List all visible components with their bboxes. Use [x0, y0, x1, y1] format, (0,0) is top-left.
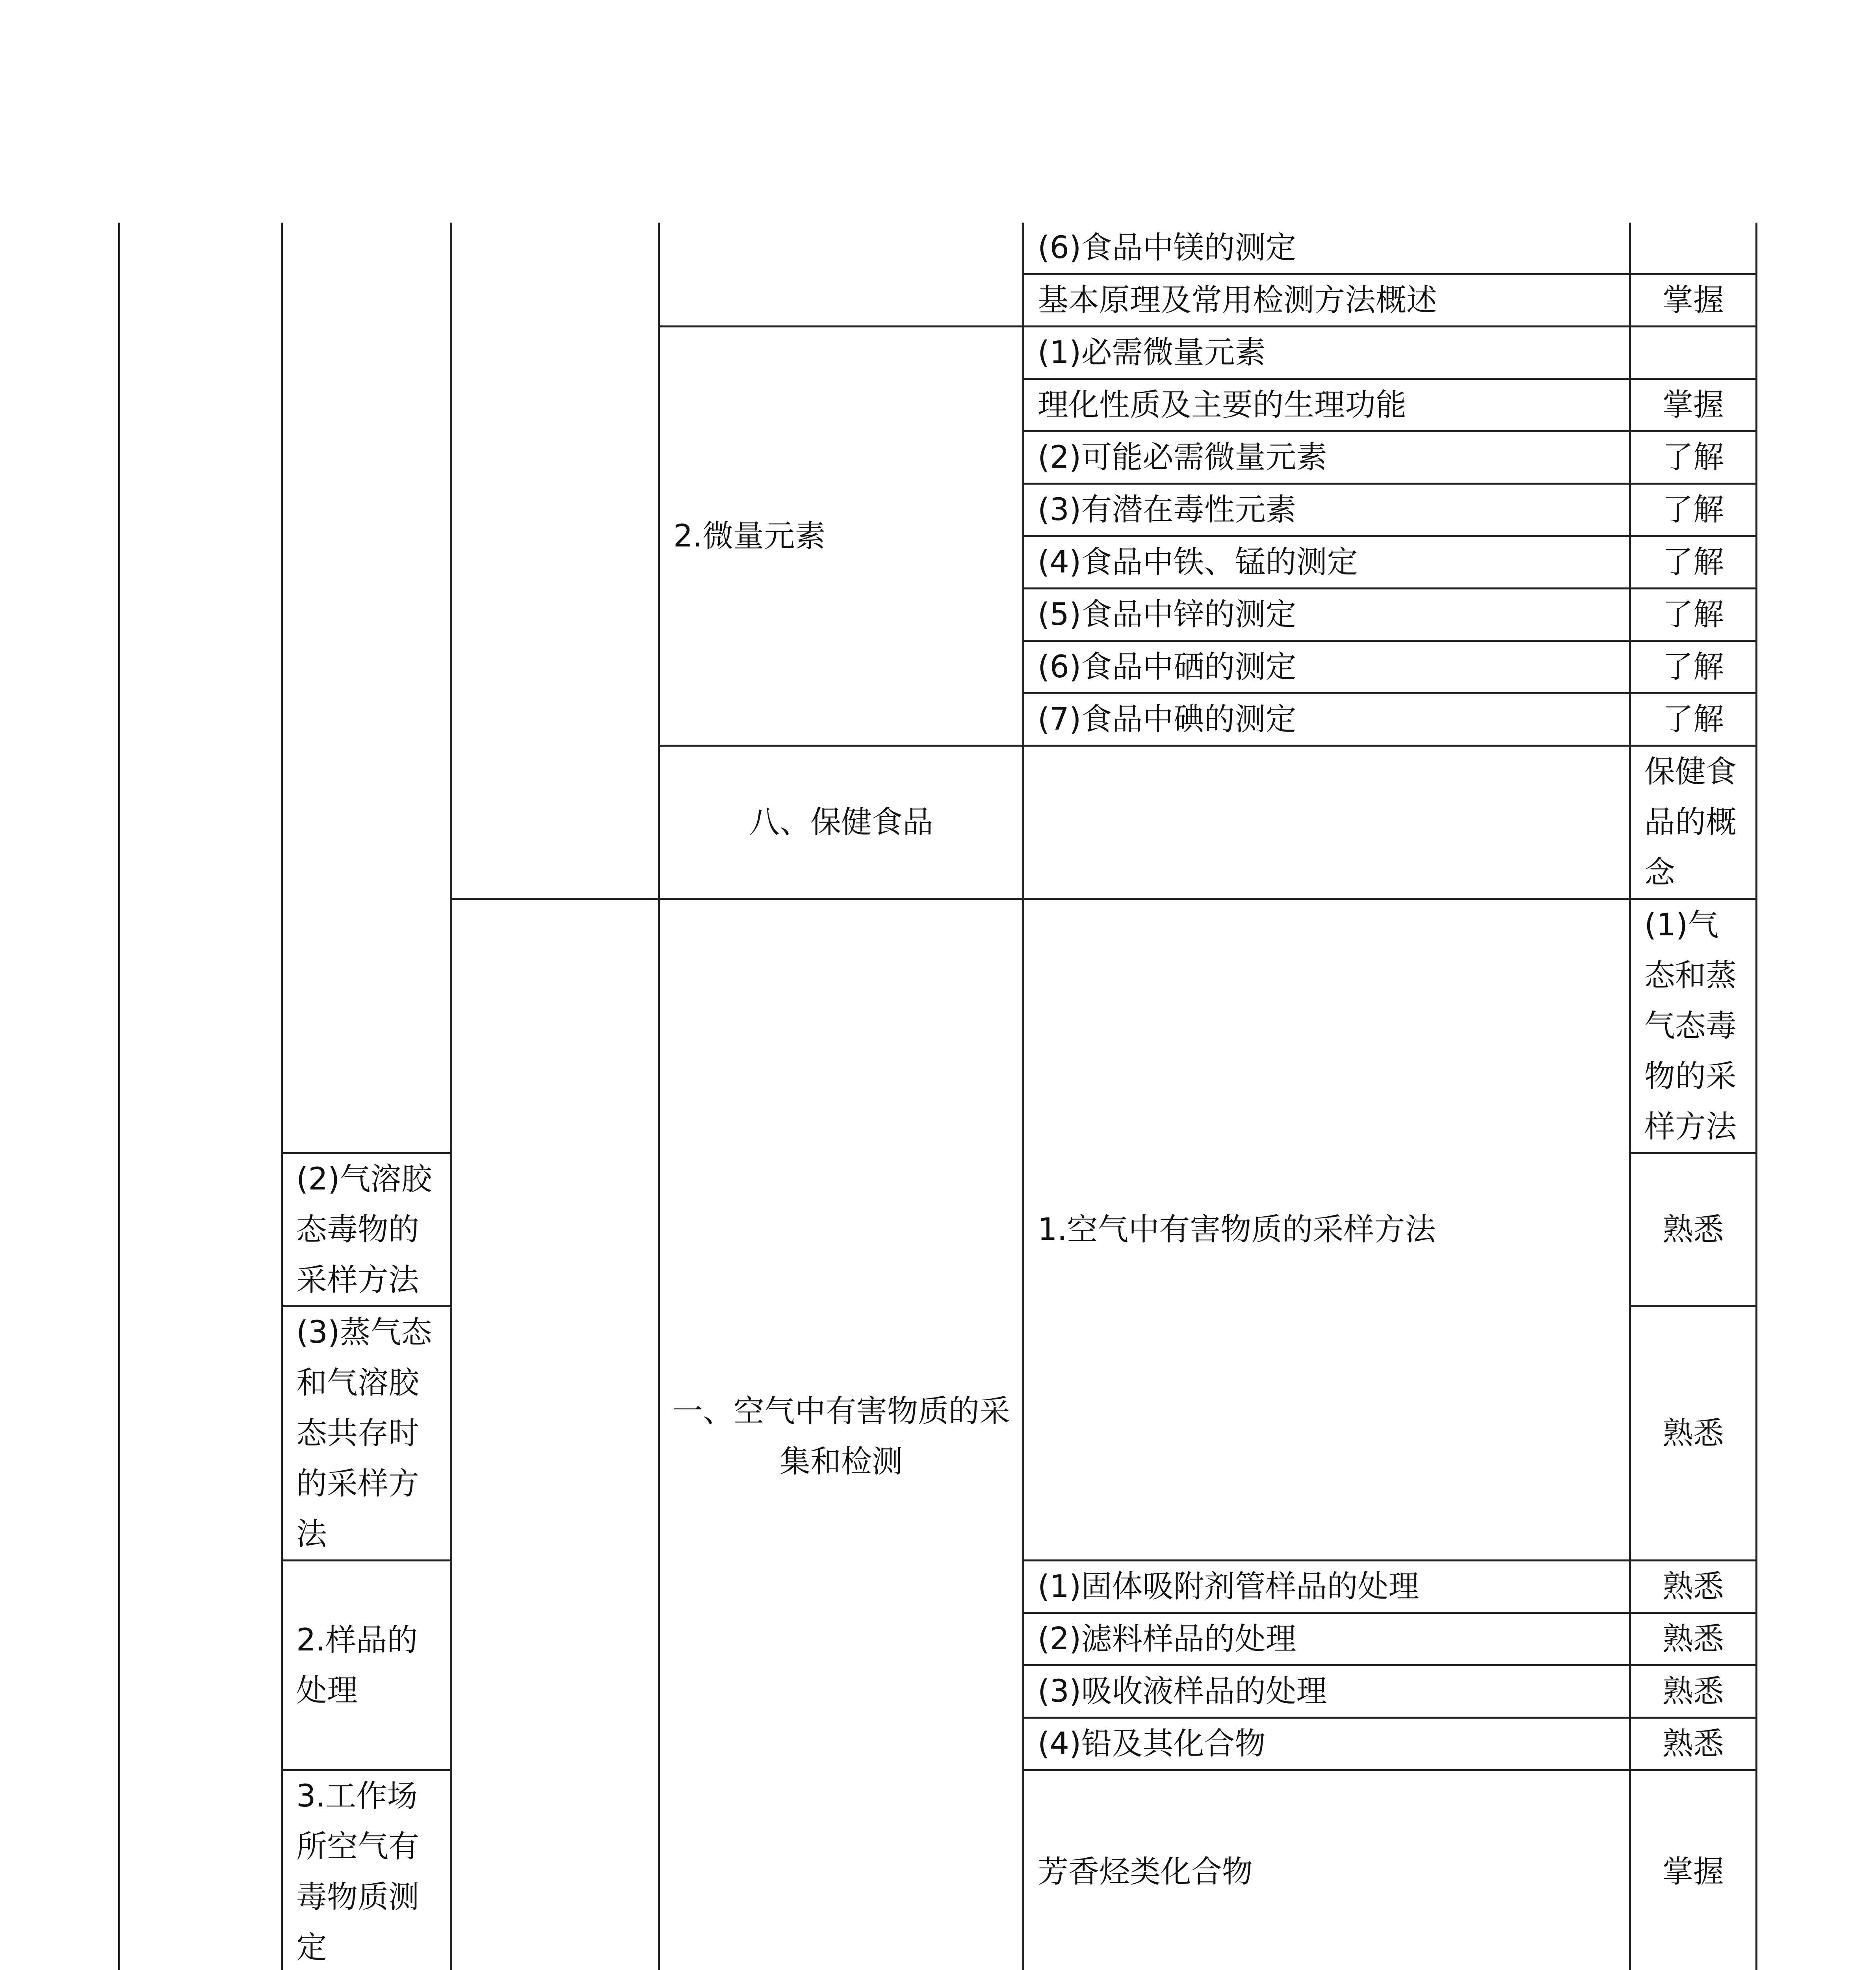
content-cell: (2)气溶胶态毒物的采样方法 — [282, 1153, 451, 1307]
content-cell: (1)气态和蒸气态毒物的采样方法 — [1630, 899, 1757, 1153]
section-cell: 一、空气中有害物质的采集和检测 — [659, 899, 1023, 1970]
syllabus-table — [118, 223, 1757, 1970]
subsection-cell: 1.空气中有害物质的采样方法 — [1023, 899, 1630, 1561]
level-cell: 熟悉 — [1630, 1561, 1757, 1613]
subsection-cell: 3.工作场所空气有毒物质测定 — [282, 1770, 451, 1970]
subsection-cell: 2.微量元素 — [659, 327, 1023, 746]
category-column-cell — [119, 223, 282, 1970]
subsection-cell: 2.样品的处理 — [282, 1561, 451, 1770]
table-row — [119, 223, 1757, 274]
section-cell: 八、保健食品 — [659, 746, 1023, 899]
content-cell: (2)可能必需微量元素 — [1023, 431, 1630, 484]
level-cell: 掌握 — [1630, 274, 1757, 327]
level-cell: 熟悉 — [1630, 1665, 1757, 1718]
content-cell: (5)食品中锌的测定 — [1023, 589, 1630, 641]
content-cell: (3)有潜在毒性元素 — [1023, 484, 1630, 536]
subsection-continued-cell — [659, 223, 1023, 327]
content-cell: (4)铅及其化合物 — [1023, 1718, 1630, 1770]
level-cell: 掌握 — [1630, 1770, 1757, 1970]
level-cell: 了解 — [1630, 589, 1757, 641]
unit-cell — [451, 899, 659, 1970]
level-cell: 熟悉 — [1630, 1307, 1757, 1561]
level-cell: 熟悉 — [1630, 1613, 1757, 1665]
level-cell: 了解 — [1630, 536, 1757, 589]
content-cell: (1)必需微量元素 — [1023, 327, 1630, 379]
level-cell: 掌握 — [1630, 379, 1757, 431]
content-cell: (7)食品中碘的测定 — [1023, 693, 1630, 746]
level-cell: 了解 — [1630, 431, 1757, 484]
level-cell — [1630, 327, 1757, 379]
content-cell: 芳香烃类化合物 — [1023, 1770, 1630, 1970]
content-cell: (6)食品中镁的测定 — [1023, 223, 1630, 274]
level-cell: 了解 — [1630, 641, 1757, 693]
content-cell: 保健食品的概念 — [1630, 746, 1757, 899]
level-cell — [1630, 223, 1757, 274]
content-cell: (6)食品中硒的测定 — [1023, 641, 1630, 693]
level-cell: 熟悉 — [1630, 1153, 1757, 1307]
content-cell: (3)吸收液样品的处理 — [1023, 1665, 1630, 1718]
level-cell: 了解 — [1630, 484, 1757, 536]
subsection-cell — [1023, 746, 1630, 899]
level-cell: 了解 — [1630, 693, 1757, 746]
section-continued-cell — [451, 223, 659, 899]
content-cell: (1)固体吸附剂管样品的处理 — [1023, 1561, 1630, 1613]
content-cell: (3)蒸气态和气溶胶态共存时的采样方法 — [282, 1307, 451, 1561]
content-cell: 基本原理及常用检测方法概述 — [1023, 274, 1630, 327]
level-cell: 熟悉 — [1630, 1718, 1757, 1770]
content-cell: (2)滤料样品的处理 — [1023, 1613, 1630, 1665]
content-cell: (4)食品中铁、锰的测定 — [1023, 536, 1630, 589]
unit-continued-cell — [282, 223, 451, 1153]
content-cell: 理化性质及主要的生理功能 — [1023, 379, 1630, 431]
